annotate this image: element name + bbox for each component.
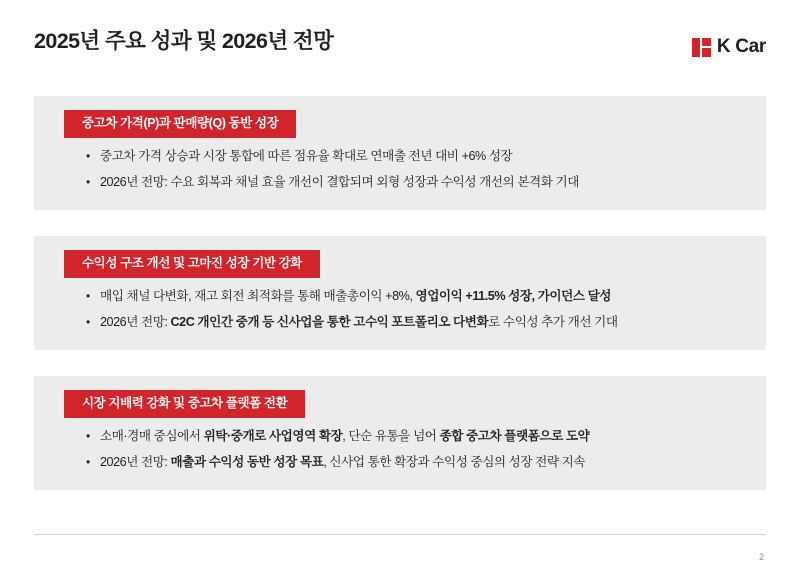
bullet-dot-icon: • [86,429,90,443]
content-section-1 [34,96,766,210]
section-badge-2: 수익성 구조 개선 및 고마진 성장 기반 강화 [64,250,320,278]
list-item [86,314,742,331]
bullet-text: 2026년 전망: 매출과 수익성 동반 성장 목표, 신사업 통한 확장과 수익성 중심의 성장 전략 지속 [100,455,586,470]
list-item [86,174,742,191]
bullet-dot-icon: • [86,455,90,470]
section-bullets-1 [86,148,742,201]
section-bullets-3 [86,428,742,481]
logo-mark-icon [692,38,711,57]
section-badge-1: 중고차 가격(P)과 판매량(Q) 동반 성장 [64,110,296,138]
footer-divider [34,534,766,535]
bullet-dot-icon: • [86,289,90,303]
list-item [86,288,742,305]
bullet-dot-icon: • [86,175,90,190]
section-badge-3: 시장 지배력 강화 및 중고차 플랫폼 전환 [64,390,305,418]
page-title: 2025년 주요 성과 및 2026년 전망 [34,29,334,53]
bullet-text: 2026년 전망: C2C 개인간 중개 등 신사업을 통한 고수익 포트폴리오 다변화로 수익성 추가 개선 기대 [100,315,618,330]
bullet-text: 중고차 가격 상승과 시장 통합에 따른 점유율 확대로 연매출 전년 대비 +6% 성장 [100,149,513,163]
logo-text: K Car [716,36,766,57]
bullet-dot-icon: • [86,149,90,163]
bullet-text: 2026년 전망: 수요 회복과 채널 효율 개선이 결합되며 외형 성장과 수익성 개선의 본격화 기대 [100,175,579,190]
bullet-text: 매입 채널 다변화, 재고 회전 최적화를 통해 매출총이익 +8%, 영업이익 +11.5% 성장, 가이던스 달성 [100,289,611,303]
list-item [86,454,742,471]
section-bullets-2 [86,288,742,341]
bullet-dot-icon: • [86,315,90,330]
list-item [86,428,742,445]
slide-header [34,30,766,76]
bullet-text: 소매·경매 중심에서 위탁·중개로 사업영역 확장, 단순 유통을 넘어 종합 중고차 플랫폼으로 도약 [100,429,590,443]
page-number: 2 [758,552,764,562]
list-item [86,148,742,165]
content-section-3 [34,376,766,490]
kcar-logo [692,36,766,58]
content-section-2 [34,236,766,350]
